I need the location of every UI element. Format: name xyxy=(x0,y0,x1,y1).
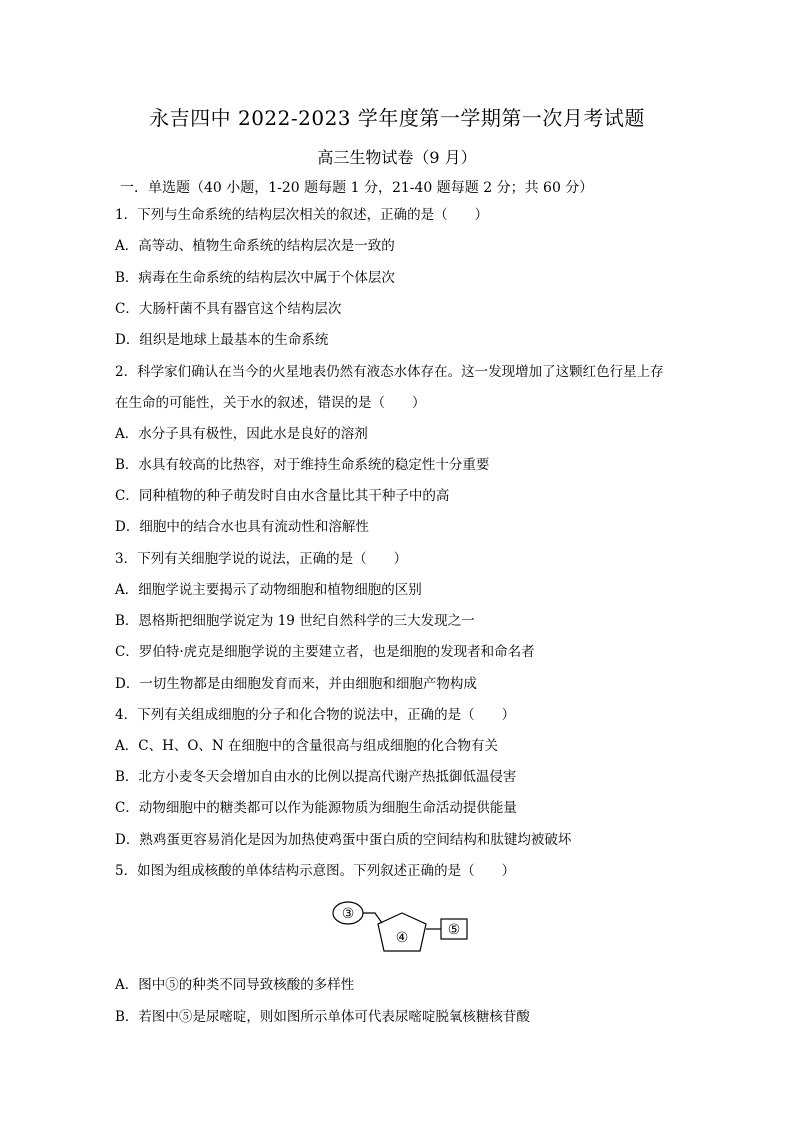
base-label: ⑤ xyxy=(447,922,461,938)
question-4-option-a: A．C、H、O、N 在细胞中的含量很高与组成细胞的化合物有关 xyxy=(115,738,499,754)
question-5-option-b: B．若图中⑤是尿嘧啶，则如图所示单体可代表尿嘧啶脱氧核糖核苷酸 xyxy=(115,1009,530,1025)
question-4-option-c: C．动物细胞中的糖类都可以作为能源物质为细胞生命活动提供能量 xyxy=(115,800,517,816)
question-4-stem: 4．下列有关组成细胞的分子和化合物的说法中，正确的是（ ） xyxy=(115,707,516,723)
question-3-option-d: D．一切生物都是由细胞发育而来，并由细胞和细胞产物构成 xyxy=(115,676,477,692)
question-5-stem: 5．如图为组成核酸的单体结构示意图。下列叙述正确的是（ ） xyxy=(115,863,516,879)
question-1-option-c: C．大肠杆菌不具有器官这个结构层次 xyxy=(115,301,342,317)
nucleotide-diagram xyxy=(330,895,480,965)
question-3-stem: 3．下列有关细胞学说的说法，正确的是（ ） xyxy=(115,551,408,567)
exam-subtitle: 高三生物试卷（9 月） xyxy=(317,148,477,167)
pentose-label: ④ xyxy=(395,930,409,946)
question-2-option-b: B．水具有较高的比热容，对于维持生命系统的稳定性十分重要 xyxy=(115,457,490,473)
exam-title: 永吉四中 2022-2023 学年度第一学期第一次月考试题 xyxy=(149,106,645,130)
nucleotide-structure-figure xyxy=(330,895,480,965)
question-1-option-d: D．组织是地球上最基本的生命系统 xyxy=(115,332,329,348)
question-2-stem-line-2: 在生命的可能性，关于水的叙述，错误的是（ ） xyxy=(115,395,426,411)
section-heading: 一．单选题（40 小题，1-20 题每题 1 分，21-40 题每题 2 分；共 60 分） xyxy=(120,180,594,196)
question-3-option-b: B．恩格斯把细胞学说定为 19 世纪自然科学的三大发现之一 xyxy=(115,613,475,629)
question-1-option-b: B．病毒在生命系统的结构层次中属于个体层次 xyxy=(115,270,395,286)
question-2-option-a: A．水分子具有极性，因此水是良好的溶剂 xyxy=(115,426,368,442)
question-4-option-d: D．熟鸡蛋更容易消化是因为加热使鸡蛋中蛋白质的空间结构和肽键均被破坏 xyxy=(115,832,572,848)
question-1-option-a: A．高等动、植物生命系统的结构层次是一致的 xyxy=(115,238,395,254)
question-1-stem: 1．下列与生命系统的结构层次相关的叙述，正确的是（ ） xyxy=(115,207,489,223)
phosphate-label: ③ xyxy=(341,906,355,922)
question-2-option-c: C．同种植物的种子萌发时自由水含量比其干种子中的高 xyxy=(115,488,450,504)
question-4-option-b: B．北方小麦冬天会增加自由水的比例以提高代谢产热抵御低温侵害 xyxy=(115,769,517,785)
question-5-option-a: A．图中⑤的种类不同导致核酸的多样性 xyxy=(115,977,355,993)
question-2-option-d: D．细胞中的结合水也具有流动性和溶解性 xyxy=(115,519,369,535)
phosphate-sugar-bond xyxy=(363,913,382,923)
question-3-option-a: A．细胞学说主要揭示了动物细胞和植物细胞的区别 xyxy=(115,582,422,598)
question-3-option-c: C．罗伯特·虎克是细胞学说的主要建立者，也是细胞的发现者和命名者 xyxy=(115,644,535,660)
question-2-stem-line-1: 2．科学家们确认在当今的火星地表仍然有液态水体存在。这一发现增加了这颗红色行星上存 xyxy=(115,364,664,380)
